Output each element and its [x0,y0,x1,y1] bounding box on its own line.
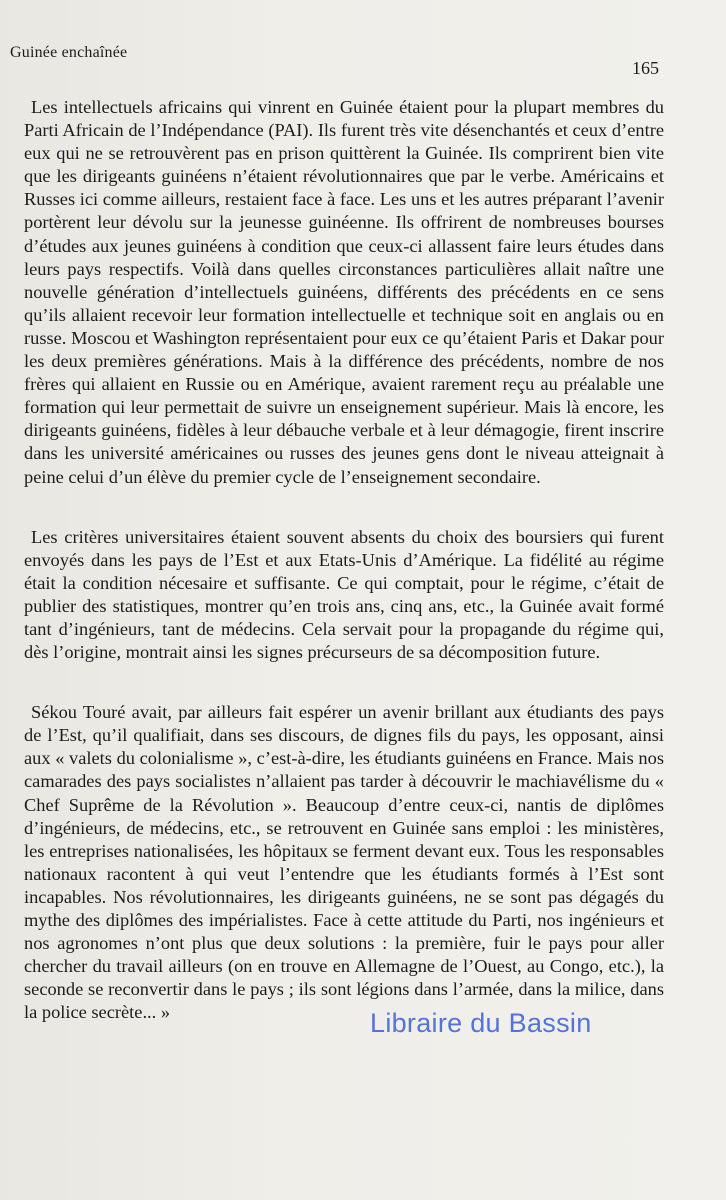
paragraph-university-criteria: Les critères universitaires étaient souvent absents du choix des boursiers qui furent envoyés dans les pays de l’Est et aux Etats-Unis d’Amérique. La fidélité au régime était la condition nécesaire et suffisante. Ce qui comptait, pour le régime, c’était de publier des statistiques, montrer qu’en trois ans, cinq ans, etc., la Guinée avait formé tant d’ingénieurs, tant de médecins. Cela servait pour la propagande du régime qui, dès l’origine, montrait ainsi les signes précurseurs de sa décomposition future. [24,526,664,663]
page-number: 165 [632,58,659,78]
running-head: Guinée enchaînée [10,44,128,61]
seller-watermark: Libraire du Bassin [370,1008,592,1038]
body-text [24,96,664,1024]
paragraph-sekou-toure: Sékou Touré avait, par ailleurs fait espérer un avenir brillant aux étudiants des pays de l’Est, qu’il qualifiait, dans ses discours, de dignes fils du pays, les opposant, ainsi aux « valets du colonialisme », c’est-à-dire, les étudiants guinéens en France. Mais nos camarades des pays socialistes n’allaient pas tarder à découvrir le machiavélisme du « Chef Suprême de la Révolution ». Beaucoup d’entre ceux-ci, nantis de diplômes d’ingénieurs, de médecins, etc., se retrouvent en Guinée sans emploi : les ministères, les entreprises nationalisées, les hôpitaux se ferment devant eux. Tous les responsables nationaux racontent à qui veut l’entendre que les étudiants formés à l’Est sont incapables. Nos révolutionnaires, les dirigeants guinéens, ne se sont pas dégagés du mythe des diplômes des impérialistes. Face à cette attitude du Parti, nos ingénieurs et nos agronomes n’ont plus que deux solutions : la première, fuir le pays pour aller chercher du travail ailleurs (on en trouve en Allemagne de l’Ouest, au Congo, etc.), la seconde se reconvertir dans le pays ; ils sont légions dans l’armée, dans la milice, dans la police secrète... » [24,702,664,1023]
paragraph-intellectuals: Les intellectuels africains qui vinrent en Guinée étaient pour la plupart membres du Parti Africain de l’Indépendance (PAI). Ils furent très vite désenchantés et ceux d’entre eux qui ne se retrouvèrent pas en prison quittèrent la Guinée. Ils comprirent bien vite que les dirigeants guinéens n’étaient révolutionnaires que par le verbe. Américains et Russes ici comme ailleurs, restaient face à face. Les uns et les autres préparant l’avenir portèrent leur dévolu sur la jeunesse guinéenne. Ils offrirent de nombreuses bourses d’études aux jeunes guinéens à condition que ceux-ci allassent faire leurs études dans leurs pays respectifs. Voilà dans quelles circonstances particulières allait naître une nouvelle génération d’intellectuels guinéens, différents des précédents en ce sens qu’ils allaient recevoir leur formation intellectuelle et technique soit en anglais ou en russe. Moscou et Washington représentaient pour eux ce qu’étaient Paris et Dakar pour les deux premières générations. Mais à la différence des précédents, nombre de nos frères qui allaient en Russie ou en Amérique, avaient rarement reçu au préalable une formation qui leur permettait de suivre un enseignement supérieur. Mais là encore, les dirigeants guinéens, fidèles à leur débauche verbale et à leur démagogie, firent inscrire dans les université américaines ou russes des jeunes gens dont le niveau atteignait à peine celui d’un élève du premier cycle de l’enseignement secondaire. [24,97,664,487]
